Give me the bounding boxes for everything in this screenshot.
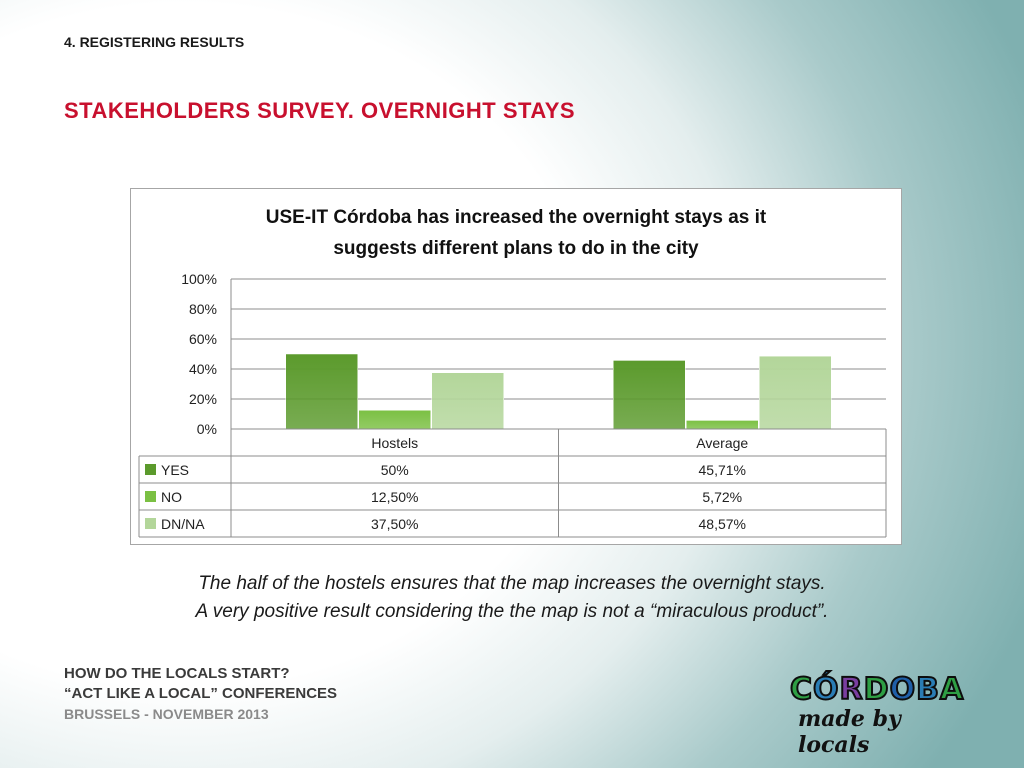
cordoba-logo — [790, 672, 965, 758]
data-label: 5,72% — [702, 489, 743, 505]
section-label: 4. REGISTERING RESULTS — [64, 34, 245, 50]
slide-title: STAKEHOLDERS SURVEY. OVERNIGHT STAYS — [64, 98, 576, 123]
logo-word: CÓRDOBA — [790, 672, 965, 707]
y-tick-label: 60% — [188, 331, 217, 347]
logo-tagline: made by locals — [798, 706, 901, 758]
chart-title-line-2: suggests different plans to do in the city — [333, 238, 699, 259]
bar-yes-average — [613, 360, 685, 429]
legend-label-no: NO — [161, 489, 182, 505]
bar-no-average — [686, 420, 758, 429]
bar-yes-hostels — [286, 354, 358, 429]
data-label: 12,50% — [371, 489, 419, 505]
category-label-average: Average — [696, 435, 749, 451]
legend-swatch-yes — [145, 464, 156, 475]
caption-line-1: The half of the hostels ensures that the map increases the overnight stays. — [198, 573, 826, 594]
data-label: 48,57% — [698, 516, 746, 532]
y-tick-label: 100% — [181, 271, 217, 287]
bar-dnna-hostels — [432, 373, 504, 429]
y-tick-label: 40% — [188, 361, 217, 377]
legend-label-dnna: DN/NA — [161, 516, 205, 532]
bar-chart — [131, 189, 901, 544]
legend-swatch-no — [145, 491, 156, 502]
caption — [0, 570, 1024, 626]
data-label: 37,50% — [371, 516, 419, 532]
y-tick-label: 80% — [188, 301, 217, 317]
y-tick-label: 20% — [188, 391, 217, 407]
bar-dnna-average — [759, 356, 831, 429]
legend-label-yes: YES — [161, 462, 190, 478]
y-tick-label: 0% — [196, 421, 217, 437]
data-label: 45,71% — [698, 462, 746, 478]
footer-line-2: “ACT LIKE A LOCAL” CONFERENCES — [64, 685, 338, 702]
footer-line-1: HOW DO THE LOCALS START? — [64, 665, 290, 682]
bar-no-hostels — [359, 410, 431, 429]
footer-line-3: BRUSSELS - NOVEMBER 2013 — [64, 706, 269, 722]
data-label: 50% — [380, 462, 409, 478]
chart-title-line-1: USE-IT Córdoba has increased the overnight stays as it — [265, 207, 767, 228]
category-label-hostels: Hostels — [371, 435, 419, 451]
legend-swatch-dnna — [145, 518, 156, 529]
caption-line-2: A very positive result considering the the map is not a “miraculous product”. — [195, 601, 829, 622]
footer — [64, 664, 337, 724]
chart-container — [130, 188, 902, 545]
